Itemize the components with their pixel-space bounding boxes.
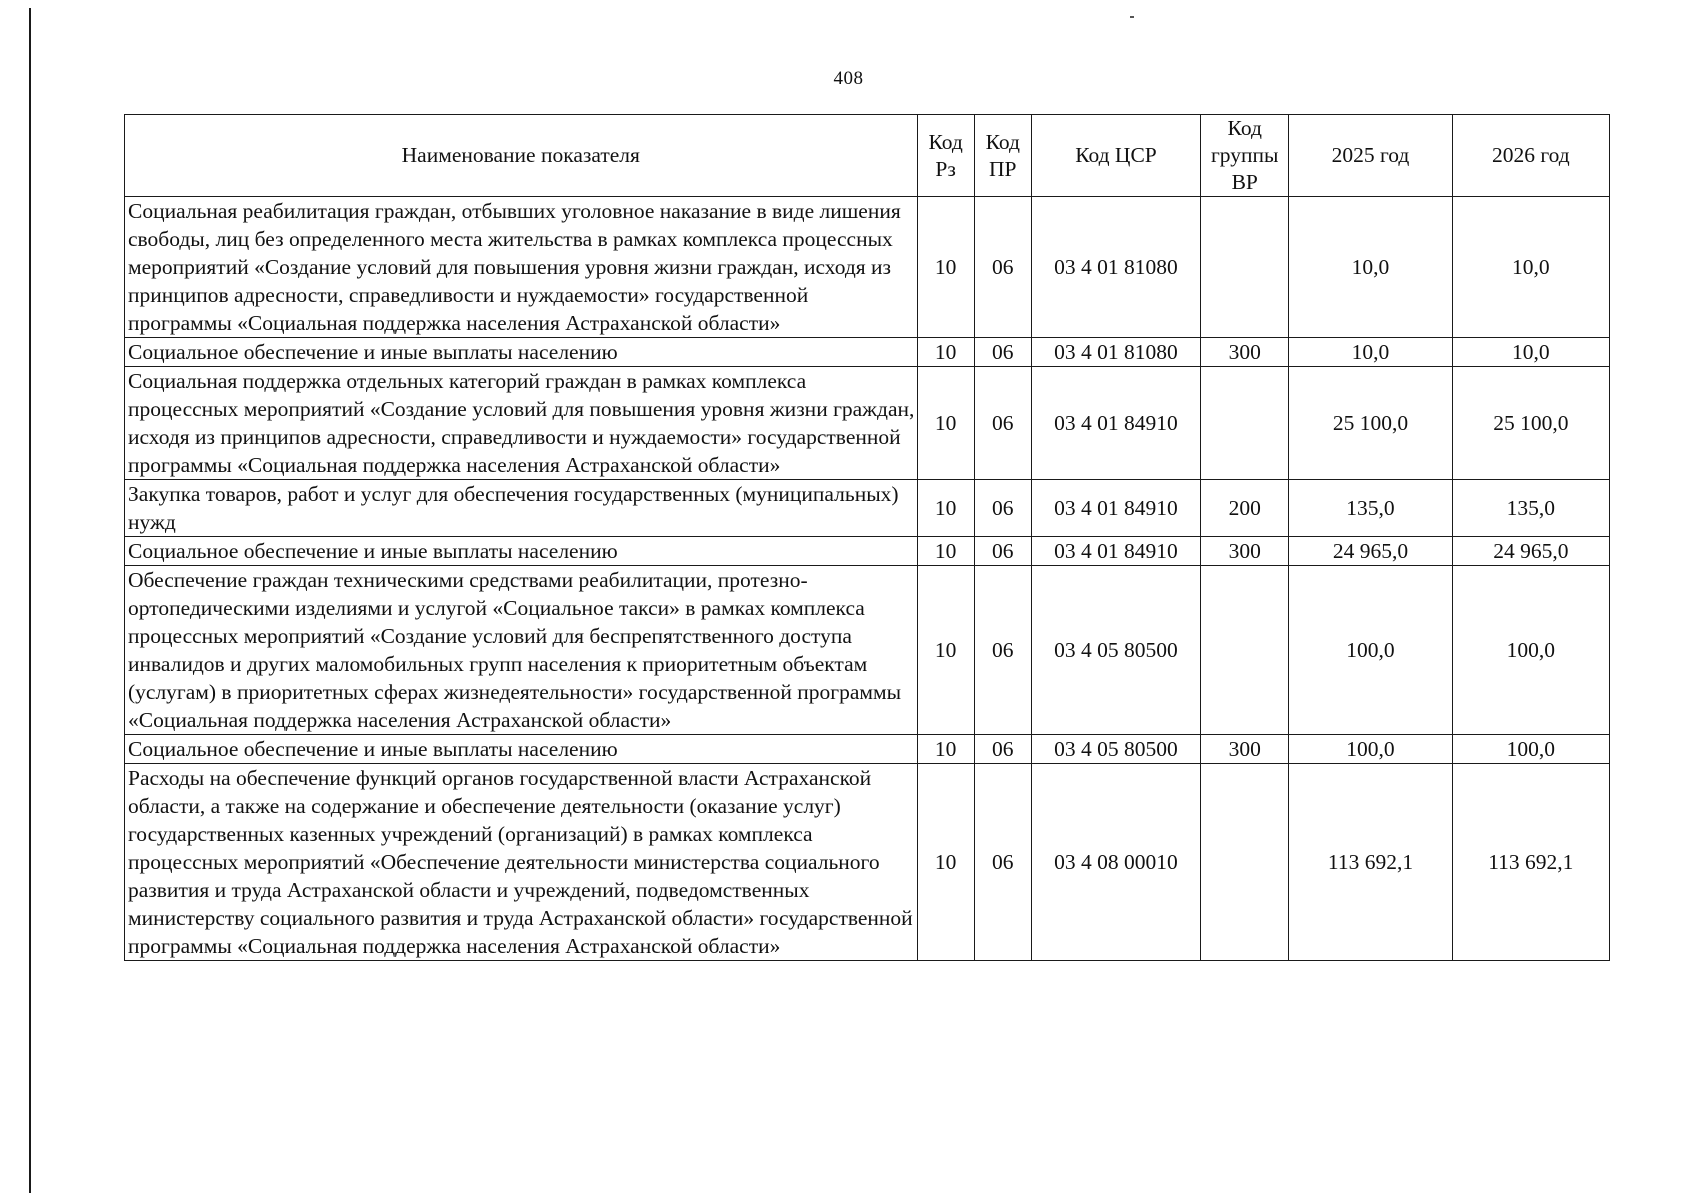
header-rz: Код Рз (917, 115, 974, 197)
row-vr (1201, 764, 1289, 961)
row-vr (1201, 367, 1289, 480)
row-pr: 06 (974, 735, 1031, 764)
row-2026: 10,0 (1452, 338, 1609, 367)
row-name: Закупка товаров, работ и услуг для обеспечения государственных (муниципальных) нужд (125, 480, 918, 537)
table-row (125, 537, 1610, 566)
table-row (125, 566, 1610, 735)
row-csr: 03 4 08 00010 (1031, 764, 1200, 961)
table-row (125, 367, 1610, 480)
row-rz: 10 (917, 764, 974, 961)
binding-line (29, 8, 31, 1193)
header-pr: Код ПР (974, 115, 1031, 197)
table-header-row (125, 115, 1610, 197)
row-rz: 10 (917, 537, 974, 566)
row-pr: 06 (974, 764, 1031, 961)
row-vr: 300 (1201, 338, 1289, 367)
row-2025: 135,0 (1289, 480, 1452, 537)
header-vr: Код группы ВР (1201, 115, 1289, 197)
row-vr: 300 (1201, 537, 1289, 566)
row-name: Расходы на обеспечение функций органов государственной власти Астраханской области, а также на содержание и обеспечение деятельности (оказание услуг) государственных казенных учреждений (организаций) в рамках комплекса процессных мероприятий «Обеспечение деятельности министерства социального развития и труда Астраханской области и учреждений, подведомственных министерству социального развития и труда Астраханской области» государственной программы «Социальная поддержка населения Астраханской области» (125, 764, 918, 961)
table-row (125, 764, 1610, 961)
row-2026: 113 692,1 (1452, 764, 1609, 961)
row-pr: 06 (974, 197, 1031, 338)
row-csr: 03 4 01 81080 (1031, 197, 1200, 338)
header-2025: 2025 год (1289, 115, 1452, 197)
row-csr: 03 4 01 84910 (1031, 367, 1200, 480)
header-2026: 2026 год (1452, 115, 1609, 197)
row-2026: 135,0 (1452, 480, 1609, 537)
row-rz: 10 (917, 338, 974, 367)
row-2026: 24 965,0 (1452, 537, 1609, 566)
row-rz: 10 (917, 480, 974, 537)
scan-speck (1130, 16, 1134, 18)
row-2026: 100,0 (1452, 566, 1609, 735)
header-name: Наименование показателя (125, 115, 918, 197)
row-2025: 100,0 (1289, 566, 1452, 735)
row-2025: 10,0 (1289, 338, 1452, 367)
header-csr: Код ЦСР (1031, 115, 1200, 197)
row-2026: 100,0 (1452, 735, 1609, 764)
page-number: 408 (833, 68, 864, 89)
row-csr: 03 4 05 80500 (1031, 566, 1200, 735)
row-name: Социальное обеспечение и иные выплаты населению (125, 338, 918, 367)
row-2025: 113 692,1 (1289, 764, 1452, 961)
row-2025: 100,0 (1289, 735, 1452, 764)
row-pr: 06 (974, 367, 1031, 480)
row-pr: 06 (974, 338, 1031, 367)
row-vr: 200 (1201, 480, 1289, 537)
row-name: Обеспечение граждан техническими средствами реабилитации, протезно-ортопедическими изделиями и услугой «Социальное такси» в рамках комплекса процессных мероприятий «Создание условий для беспрепятственного доступа инвалидов и других маломобильных групп населения к приоритетным объектам (услугам) в приоритетных сферах жизнедеятельности» государственной программы «Социальная поддержка населения Астраханской области» (125, 566, 918, 735)
row-csr: 03 4 05 80500 (1031, 735, 1200, 764)
row-rz: 10 (917, 566, 974, 735)
table-row (125, 338, 1610, 367)
row-2026: 10,0 (1452, 197, 1609, 338)
row-rz: 10 (917, 735, 974, 764)
row-pr: 06 (974, 480, 1031, 537)
row-csr: 03 4 01 81080 (1031, 338, 1200, 367)
table-row (125, 480, 1610, 537)
row-rz: 10 (917, 197, 974, 338)
row-2025: 24 965,0 (1289, 537, 1452, 566)
row-pr: 06 (974, 566, 1031, 735)
row-2025: 10,0 (1289, 197, 1452, 338)
row-name: Социальное обеспечение и иные выплаты населению (125, 735, 918, 764)
row-name: Социальная реабилитация граждан, отбывших уголовное наказание в виде лишения свободы, лиц без определенного места жительства в рамках комплекса процессных мероприятий «Создание условий для повышения уровня жизни граждан, исходя из принципов адресности, справедливости и нуждаемости» государственной программы «Социальная поддержка населения Астраханской области» (125, 197, 918, 338)
row-2026: 25 100,0 (1452, 367, 1609, 480)
table-row (125, 197, 1610, 338)
row-csr: 03 4 01 84910 (1031, 537, 1200, 566)
table-row (125, 735, 1610, 764)
row-pr: 06 (974, 537, 1031, 566)
row-2025: 25 100,0 (1289, 367, 1452, 480)
row-vr (1201, 566, 1289, 735)
budget-table (124, 114, 1610, 961)
row-csr: 03 4 01 84910 (1031, 480, 1200, 537)
row-name: Социальная поддержка отдельных категорий граждан в рамках комплекса процессных мероприятий «Создание условий для повышения уровня жизни граждан, исходя из принципов адресности, справедливости и нуждаемости» государственной программы «Социальная поддержка населения Астраханской области» (125, 367, 918, 480)
row-name: Социальное обеспечение и иные выплаты населению (125, 537, 918, 566)
row-vr: 300 (1201, 735, 1289, 764)
row-rz: 10 (917, 367, 974, 480)
row-vr (1201, 197, 1289, 338)
